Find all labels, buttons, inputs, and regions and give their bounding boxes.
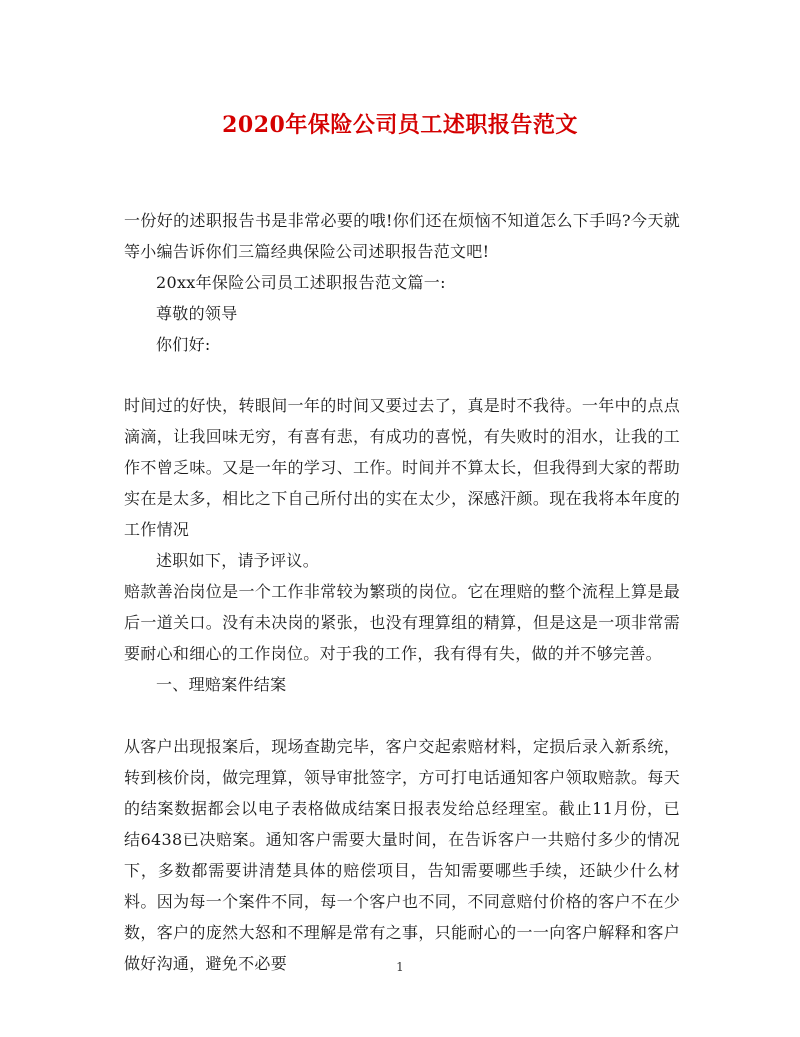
article-heading: 20xx年保险公司员工述职报告范文篇一: (156, 273, 446, 292)
paragraph-review (124, 390, 680, 576)
section-heading-1: 一、理赔案件结案 (156, 675, 287, 694)
paragraph-review-body: 时间过的好快，转眼间一年的时间又要过去了，真是时不我待。一年中的点点滴滴，让我回味无穷，有喜有悲，有成功的喜悦，有失败时的泪水，让我的工作不曾乏味。又是一年的学习、工作。时间并不算太长，但我得到大家的帮助实在是太多，相比之下自己所付出的实在太少，深感汗颜。现在我将本年度的工作情况 (124, 396, 680, 539)
document-title: 2020年保险公司员工述职报告范文 (222, 112, 578, 138)
paragraph-position: 赔款善治岗位是一个工作非常较为繁琐的岗位。它在理赔的整个流程上算是最后一道关口。没有未决岗的紧张，也没有理算组的精算，但是这是一项非常需要耐心和细心的工作岗位。对于我的工作，我有得有失，做的并不够完善。 (124, 582, 680, 663)
page-number: 1 (396, 960, 404, 974)
intro-paragraph: 一份好的述职报告书是非常必要的哦!你们还在烦恼不知道怎么下手吗?今天就等小编告诉你们三篇经典保险公司述职报告范文吧! (124, 211, 680, 261)
paragraph-claims: 从客户出现报案后，现场查勘完毕，客户交起索赔材料，定损后录入新系统，转到核价岗，做完理算，领导审批签字，方可打电话通知客户领取赔款。每天的结案数据都会以电子表格做成结案日报表发给总经理室。截止11月份，已结6438已决赔案。通知客户需要大量时间，在告诉客户一共赔付多少的情况下，多数都需要讲清楚具体的赔偿项目，告知需要哪些手续，还缺少什么材料。因为每一个案件不同，每一个客户也不同，不同意赔付价格的客户不在少数，客户的庞然大怒和不理解是常有之事，只能耐心的一一向客户解释和客户做好沟通，避免不必要 (124, 737, 680, 973)
salutation-leader: 尊敬的领导 (156, 304, 238, 323)
paragraph-review-tail: 述职如下，请予评议。 (156, 551, 320, 570)
salutation-greeting: 你们好: (156, 335, 211, 354)
